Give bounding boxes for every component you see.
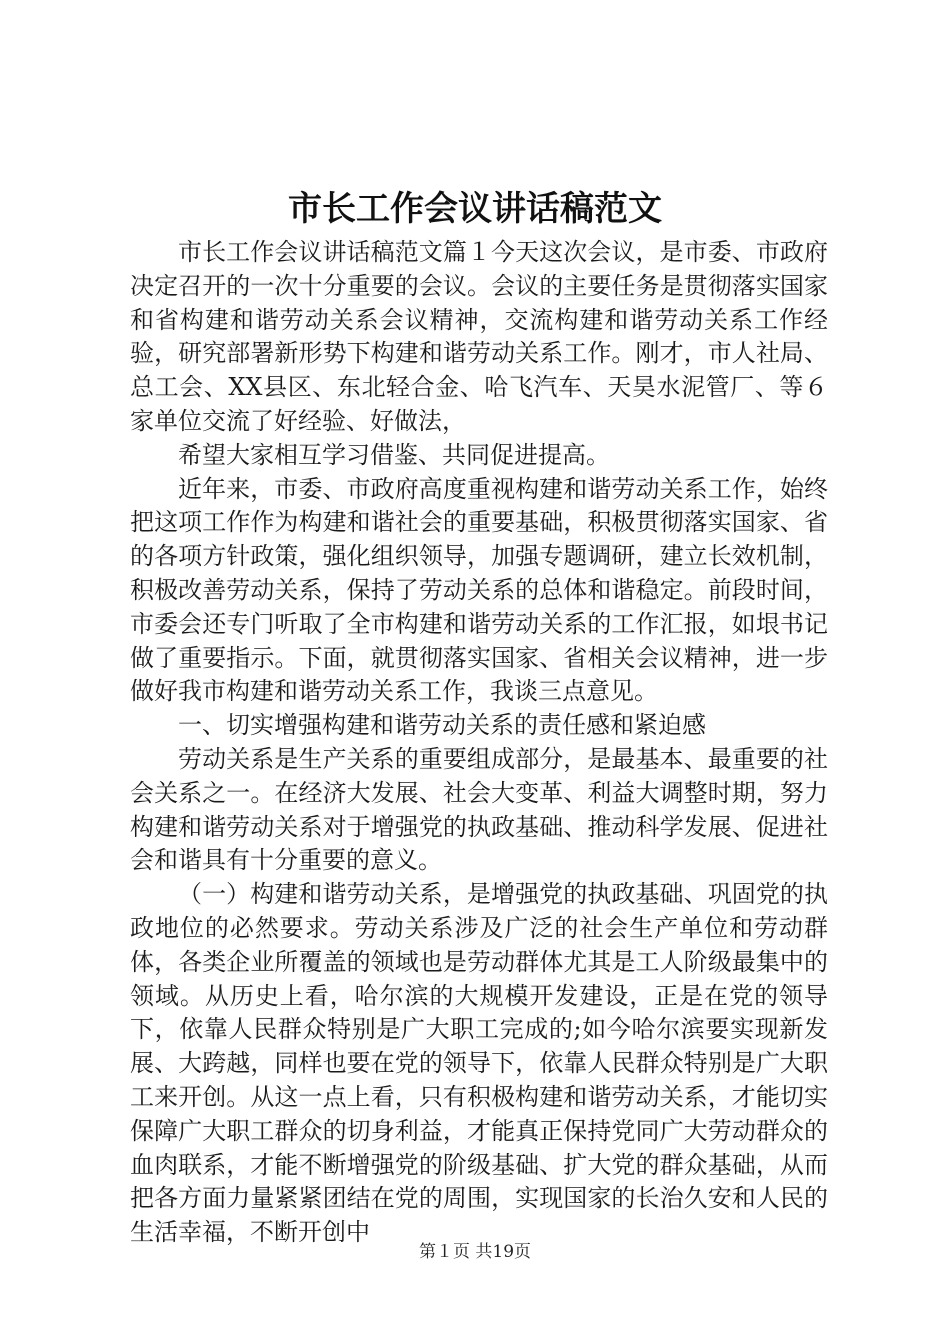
document-body [130,236,828,1250]
paragraph-subsection-one: （一）构建和谐劳动关系，是增强党的执政基础、巩固党的执政地位的必然要求。劳动关系涉及广泛的社会生产单位和劳动群体，各类企业所覆盖的领域也是劳动群体尤其是工人阶级最集中的领域。从历史上看，哈尔滨的大规模开发建设，正是在党的领导下，依靠人民群众特别是广大职工完成的;如今哈尔滨要实现新发展、大跨越，同样也要在党的领导下，依靠人民群众特别是广大职工来开创。从这一点上看，只有积极构建和谐劳动关系，才能切实保障广大职工群众的切身利益，才能真正保持党同广大劳动群众的血肉联系，才能不断增强党的阶级基础、扩大党的群众基础，从而把各方面力量紧紧团结在党的周围，实现国家的长治久安和人民的生活幸福，不断开创中 [130,880,828,1247]
paragraph-labor-relations: 劳动关系是生产关系的重要组成部分，是最基本、最重要的社会关系之一。在经济大发展、社会大变革、利益大调整时期，努力构建和谐劳动关系对于增强党的执政基础、推动科学发展、促进社会和谐具有十分重要的意义。 [130,744,828,875]
document-title: 市长工作会议讲话稿范文 [288,189,662,229]
section-heading-one: 一、切实增强构建和谐劳动关系的责任感和紧迫感 [178,711,706,740]
page-number-footer: 第１页 共19页 [418,1242,532,1262]
paragraph-intro: 市长工作会议讲话稿范文篇１今天这次会议，是市委、市政府决定召开的一次十分重要的会议。会议的主要任务是贯彻落实国家和省构建和谐劳动关系会议精神，交流构建和谐劳动关系工作经验，研究部署新形势下构建和谐劳动关系工作。刚才，市人社局、总工会、XX县区、东北轻合金、哈飞汽车、天昊水泥管厂、等６家单位交流了好经验、好做法， [130,238,828,435]
paragraph-hope: 希望大家相互学习借鉴、共同促进提高。 [178,440,610,469]
paragraph-recent-years: 近年来，市委、市政府高度重视构建和谐劳动关系工作，始终把这项工作作为构建和谐社会的重要基础，积极贯彻落实国家、省的各项方针政策，强化组织领导，加强专题调研，建立长效机制，积极改善劳动关系，保持了劳动关系的总体和谐稳定。前段时间，市委会还专门听取了全市构建和谐劳动关系的工作汇报，如垠书记做了重要指示。下面，就贯彻落实国家、省相关会议精神，进一步做好我市构建和谐劳动关系工作，我谈三点意见。 [130,474,828,706]
